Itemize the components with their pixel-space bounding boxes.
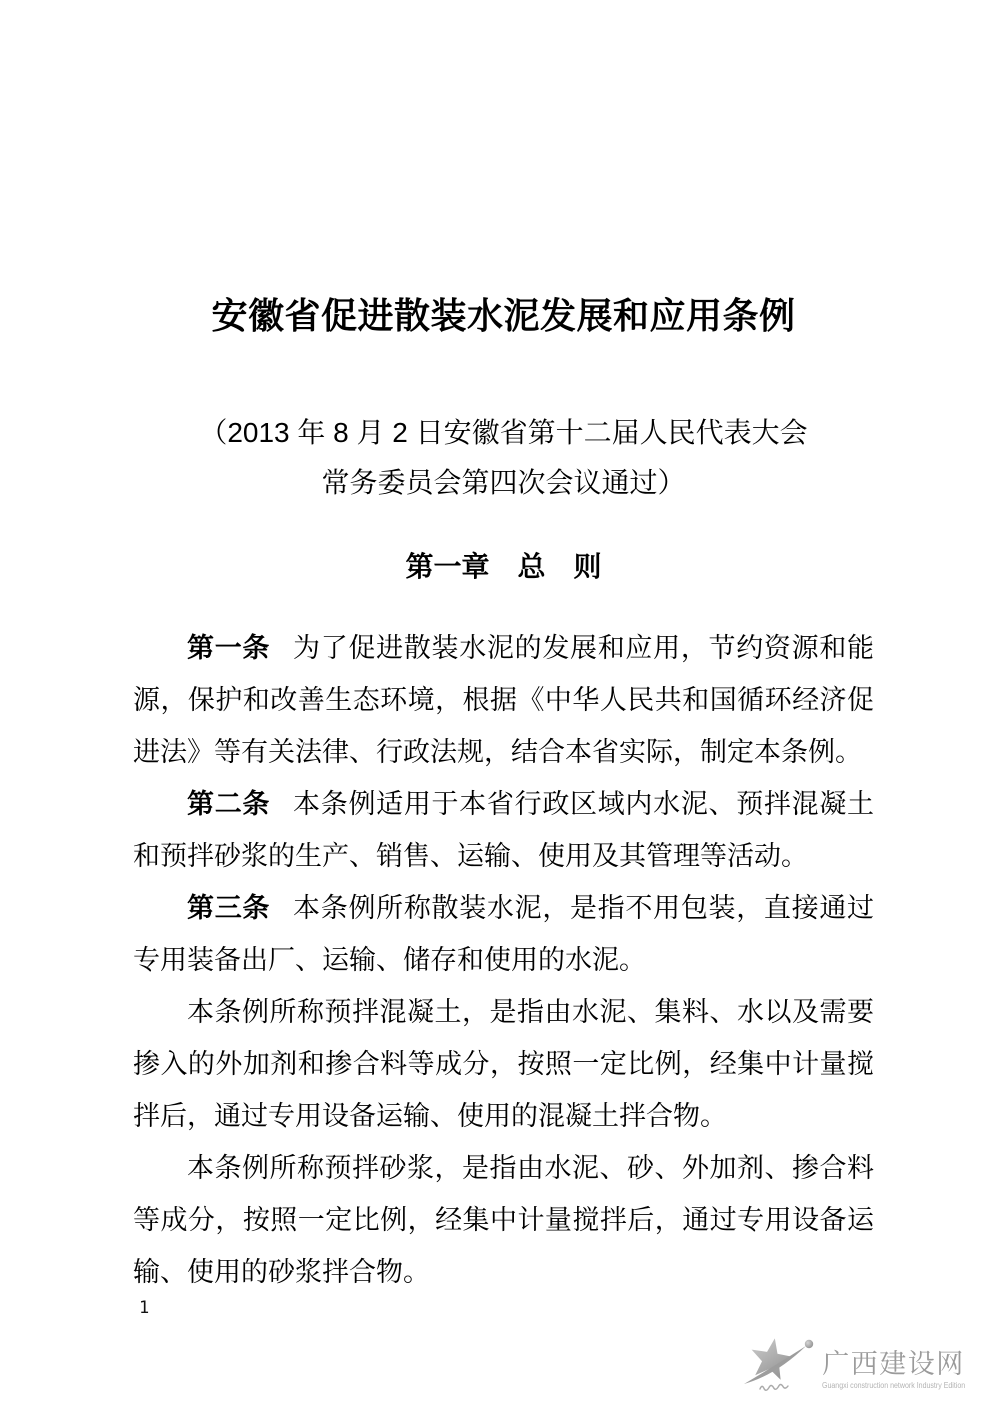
article-label: 第一条 <box>187 633 271 663</box>
article-text: 本条例所称散装水泥，是指不用包装，直接通过专用装备出厂、运输、储存和使用的水泥。 <box>133 893 875 975</box>
article-paragraph <box>133 986 874 1142</box>
site-watermark <box>738 1333 985 1395</box>
article-paragraph <box>133 778 874 882</box>
watermark-text <box>822 1348 985 1395</box>
article-paragraph <box>133 882 874 986</box>
subtitle-line-1: （2013 年 8 月 2 日安徽省第十二届人民代表大会 <box>199 417 808 448</box>
article-paragraph <box>133 1142 874 1298</box>
article-text: 为了促进散装水泥的发展和应用，节约资源和能源，保护和改善生态环境，根据《中华人民共和国循环经济促进法》等有关法律、行政法规，结合本省实际，制定本条例。 <box>133 633 875 767</box>
watermark-tagline: Guangxi construction network Industry Edition <box>822 1381 966 1390</box>
article-text: 本条例所称预拌混凝土，是指由水泥、集料、水以及需要掺入的外加剂和掺合料等成分，按照一定比例，经集中计量搅拌后，通过专用设备运输、使用的混凝土拌合物。 <box>133 997 874 1131</box>
page-number: 1 <box>139 1298 150 1318</box>
article-text: 本条例所称预拌砂浆，是指由水泥、砂、外加剂、掺合料等成分，按照一定比例，经集中计量搅拌后，通过专用设备运输、使用的砂浆拌合物。 <box>133 1153 874 1287</box>
document-title: 安徽省促进散装水泥发展和应用条例 <box>211 295 796 336</box>
document-content <box>133 0 874 1298</box>
document-subtitle <box>133 408 874 508</box>
article-paragraph <box>133 622 874 778</box>
article-label: 第三条 <box>187 893 271 923</box>
document-body <box>133 622 874 1298</box>
article-text: 本条例适用于本省行政区域内水泥、预拌混凝土和预拌砂浆的生产、销售、运输、使用及其管理等活动。 <box>133 789 875 871</box>
watermark-brand: 广西建设网 <box>822 1349 965 1379</box>
subtitle-line-2: 常务委员会第四次会议通过） <box>321 467 686 498</box>
article-label: 第二条 <box>187 789 271 819</box>
chapter-heading: 第一章 总 则 <box>405 551 602 582</box>
star-logo-icon <box>738 1333 820 1395</box>
